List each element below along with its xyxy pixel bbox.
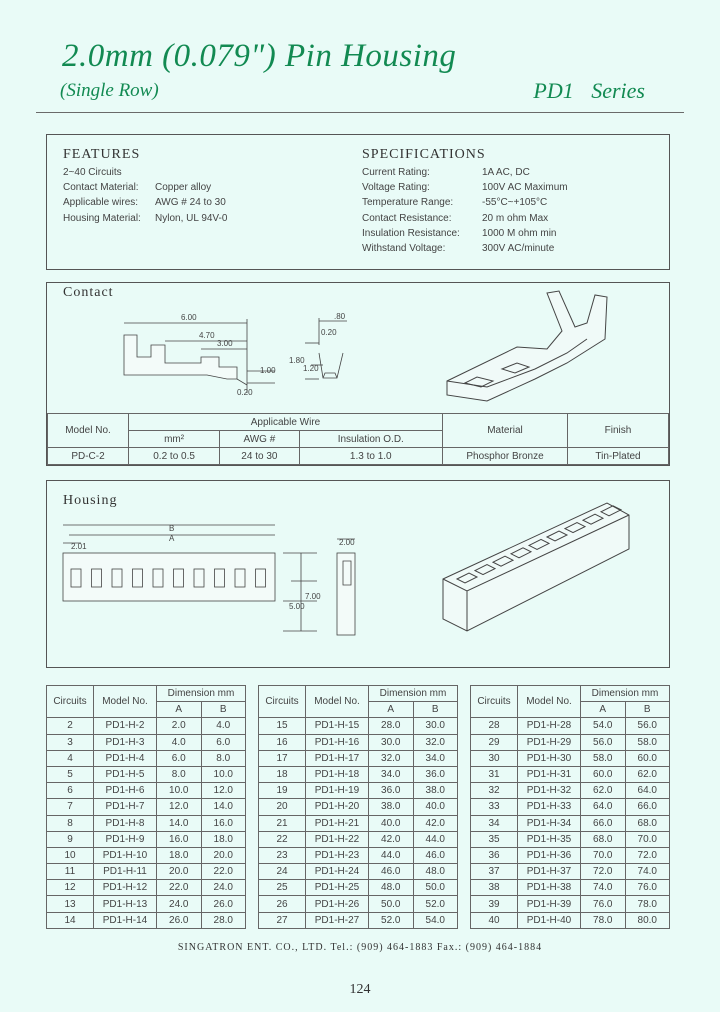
cell-circuits: 13 [47, 896, 94, 912]
cell-circuits: 28 [471, 718, 518, 734]
cell-a: 54.0 [581, 718, 626, 734]
table-row [47, 912, 246, 928]
cell-b: 36.0 [413, 766, 458, 782]
cell-b: 14.0 [201, 799, 246, 815]
col-circuits: Circuits [47, 686, 94, 718]
cell-model: PD1-H-12 [94, 880, 157, 896]
cell-b: 62.0 [625, 766, 670, 782]
col-circuits: Circuits [471, 686, 518, 718]
page-subtitle: (Single Row) [60, 80, 159, 101]
cell-model: PD-C-2 [48, 448, 129, 465]
dim-1-00: 1.00 [260, 366, 276, 375]
table-row [259, 783, 458, 799]
cell-b: 80.0 [625, 912, 670, 928]
cell-circuits: 21 [259, 815, 306, 831]
cell-a: 70.0 [581, 847, 626, 863]
features-section [63, 147, 333, 226]
cell-circuits: 4 [47, 750, 94, 766]
housing-front-view [63, 525, 317, 631]
dim-0-20: 0.20 [237, 388, 253, 397]
housing-panel [46, 480, 670, 668]
cell-a: 72.0 [581, 864, 626, 880]
item-key: Current Rating: [362, 167, 430, 178]
contact-spec-table [47, 413, 669, 465]
col-applicable-wire: Applicable Wire [129, 414, 443, 431]
col-b: B [625, 702, 670, 718]
cell-a: 6.0 [157, 750, 202, 766]
item-key: Contact Resistance: [362, 212, 452, 224]
item-key: Temperature Range: [362, 197, 454, 209]
cell-b: 12.0 [201, 783, 246, 799]
cell-circuits: 32 [471, 783, 518, 799]
contact-panel [46, 282, 670, 466]
cell-b: 50.0 [413, 880, 458, 896]
cell-circuits: 15 [259, 718, 306, 734]
cell-model: PD1-H-24 [306, 864, 369, 880]
table-row [471, 750, 670, 766]
cell-a: 46.0 [369, 864, 414, 880]
table-row [259, 880, 458, 896]
item-key: 2~40 Circuits [63, 167, 122, 178]
table-row [47, 847, 246, 863]
cell-a: 76.0 [581, 896, 626, 912]
cell-model: PD1-H-33 [518, 799, 581, 815]
cell-b: 44.0 [413, 831, 458, 847]
table-row [259, 896, 458, 912]
table-row [259, 750, 458, 766]
page-title: 2.0mm (0.079") Pin Housing [62, 38, 457, 74]
cell-b: 24.0 [201, 880, 246, 896]
series-label: PD1 Series [533, 78, 645, 103]
cell-model: PD1-H-15 [306, 718, 369, 734]
list-item [362, 226, 662, 241]
cell-model: PD1-H-21 [306, 815, 369, 831]
table-row [259, 815, 458, 831]
cell-model: PD1-H-14 [94, 912, 157, 928]
table-row [259, 734, 458, 750]
col-a: A [581, 702, 626, 718]
cell-b: 78.0 [625, 896, 670, 912]
table-row [259, 831, 458, 847]
table-row [471, 815, 670, 831]
page-number: 124 [349, 982, 371, 997]
dim-2-00: 2.00 [339, 538, 355, 547]
table-row [471, 718, 670, 734]
cell-b: 68.0 [625, 815, 670, 831]
cell-model: PD1-H-9 [94, 831, 157, 847]
dim-5-00: 5.00 [289, 602, 305, 611]
cell-a: 58.0 [581, 750, 626, 766]
cell-a: 12.0 [157, 799, 202, 815]
col-b: B [201, 702, 246, 718]
cell-a: 52.0 [369, 912, 414, 928]
table-row [47, 718, 246, 734]
cell-model: PD1-H-10 [94, 847, 157, 863]
list-item [362, 195, 662, 210]
features-list [63, 165, 333, 226]
table-row [259, 766, 458, 782]
cell-a: 30.0 [369, 734, 414, 750]
table-row [471, 880, 670, 896]
cell-model: PD1-H-29 [518, 734, 581, 750]
cell-model: PD1-H-6 [94, 783, 157, 799]
cell-a: 68.0 [581, 831, 626, 847]
cell-b: 70.0 [625, 831, 670, 847]
item-key: Contact Material: [63, 182, 139, 194]
col-model-no: Model No. [94, 686, 157, 718]
cell-b: 42.0 [413, 815, 458, 831]
list-item [362, 241, 662, 256]
cell-insulation: 1.3 to 1.0 [299, 448, 442, 465]
item-value: Nylon, UL 94V-0 [155, 212, 228, 224]
cell-b: 48.0 [413, 864, 458, 880]
cell-b: 32.0 [413, 734, 458, 750]
table-row [47, 799, 246, 815]
cell-circuits: 9 [47, 831, 94, 847]
cell-b: 54.0 [413, 912, 458, 928]
cell-circuits: 36 [471, 847, 518, 863]
col-dimension: Dimension mm [157, 686, 246, 702]
table-row [471, 831, 670, 847]
dim-2-01: 2.01 [71, 542, 87, 551]
list-item [362, 165, 662, 180]
cell-circuits: 31 [471, 766, 518, 782]
dim-b: B [169, 524, 175, 533]
dimension-table-2 [258, 685, 458, 929]
cell-model: PD1-H-39 [518, 896, 581, 912]
col-dimension: Dimension mm [369, 686, 458, 702]
features-specs-panel [46, 134, 670, 270]
cell-a: 48.0 [369, 880, 414, 896]
cell-model: PD1-H-30 [518, 750, 581, 766]
dim-0-80: .80 [334, 312, 346, 321]
item-value: -55°C~+105°C [482, 197, 548, 209]
cell-b: 52.0 [413, 896, 458, 912]
cell-circuits: 3 [47, 734, 94, 750]
cell-model: PD1-H-2 [94, 718, 157, 734]
cell-model: PD1-H-32 [518, 783, 581, 799]
housing-heading: Housing [63, 493, 118, 508]
cell-a: 50.0 [369, 896, 414, 912]
cell-circuits: 24 [259, 864, 306, 880]
col-model-no: Model No. [518, 686, 581, 718]
cell-b: 56.0 [625, 718, 670, 734]
cell-finish: Tin-Plated [568, 448, 669, 465]
specifications-section [362, 147, 662, 256]
cell-model: PD1-H-16 [306, 734, 369, 750]
cell-a: 20.0 [157, 864, 202, 880]
dimension-table-3 [470, 685, 670, 929]
cell-b: 60.0 [625, 750, 670, 766]
col-model-no: Model No. [48, 414, 129, 448]
dimension-table-1 [46, 685, 246, 929]
cell-a: 8.0 [157, 766, 202, 782]
cell-a: 36.0 [369, 783, 414, 799]
cell-model: PD1-H-22 [306, 831, 369, 847]
features-heading: FEATURES [63, 147, 141, 162]
contact-drawing [47, 283, 669, 413]
table-row [471, 864, 670, 880]
table-row [259, 718, 458, 734]
cell-circuits: 14 [47, 912, 94, 928]
cell-model: PD1-H-28 [518, 718, 581, 734]
cell-b: 28.0 [201, 912, 246, 928]
table-row [47, 783, 246, 799]
cell-b: 40.0 [413, 799, 458, 815]
dim-4-70: 4.70 [199, 331, 215, 340]
dim-3-00: 3.00 [217, 339, 233, 348]
table-row [471, 734, 670, 750]
cell-model: PD1-H-20 [306, 799, 369, 815]
cell-a: 24.0 [157, 896, 202, 912]
specifications-list [362, 165, 662, 256]
list-item [63, 180, 333, 195]
cell-a: 78.0 [581, 912, 626, 928]
cell-b: 6.0 [201, 734, 246, 750]
list-item [362, 180, 662, 195]
specifications-heading: SPECIFICATIONS [362, 147, 486, 162]
cell-a: 18.0 [157, 847, 202, 863]
cell-b: 58.0 [625, 734, 670, 750]
cell-model: PD1-H-31 [518, 766, 581, 782]
cell-model: PD1-H-40 [518, 912, 581, 928]
cell-a: 64.0 [581, 799, 626, 815]
table-row [471, 912, 670, 928]
table-row [47, 896, 246, 912]
cell-model: PD1-H-19 [306, 783, 369, 799]
cell-model: PD1-H-34 [518, 815, 581, 831]
cell-model: PD1-H-17 [306, 750, 369, 766]
cell-a: 60.0 [581, 766, 626, 782]
cell-circuits: 8 [47, 815, 94, 831]
cell-model: PD1-H-35 [518, 831, 581, 847]
cell-b: 22.0 [201, 864, 246, 880]
cell-b: 4.0 [201, 718, 246, 734]
cell-circuits: 11 [47, 864, 94, 880]
cell-material: Phosphor Bronze [443, 448, 568, 465]
cell-model: PD1-H-13 [94, 896, 157, 912]
table-row [471, 783, 670, 799]
cell-a: 44.0 [369, 847, 414, 863]
company-footer: SINGATRON ENT. CO., LTD. Tel.: (909) 464-1883 Fax.: (909) 464-1884 [177, 942, 543, 953]
housing-3d-view [443, 503, 629, 631]
cell-circuits: 26 [259, 896, 306, 912]
table-row [471, 896, 670, 912]
dim-6-00: 6.00 [181, 313, 197, 322]
item-value: 20 m ohm Max [482, 212, 549, 224]
table-row [47, 766, 246, 782]
cell-circuits: 10 [47, 847, 94, 863]
table-row [471, 847, 670, 863]
table-row [47, 831, 246, 847]
cell-model: PD1-H-5 [94, 766, 157, 782]
cell-b: 26.0 [201, 896, 246, 912]
cell-a: 22.0 [157, 880, 202, 896]
cell-a: 10.0 [157, 783, 202, 799]
col-a: A [157, 702, 202, 718]
cell-b: 72.0 [625, 847, 670, 863]
table-row [47, 880, 246, 896]
cell-model: PD1-H-36 [518, 847, 581, 863]
cell-circuits: 16 [259, 734, 306, 750]
cell-circuits: 2 [47, 718, 94, 734]
cell-a: 26.0 [157, 912, 202, 928]
cell-b: 18.0 [201, 831, 246, 847]
cell-model: PD1-H-3 [94, 734, 157, 750]
dim-a: A [169, 534, 175, 543]
item-key: Applicable wires: [63, 197, 139, 209]
item-key: Withstand Voltage: [362, 243, 446, 255]
col-model-no: Model No. [306, 686, 369, 718]
cell-a: 32.0 [369, 750, 414, 766]
cell-model: PD1-H-37 [518, 864, 581, 880]
cell-circuits: 23 [259, 847, 306, 863]
cell-circuits: 34 [471, 815, 518, 831]
cell-b: 30.0 [413, 718, 458, 734]
list-item [63, 165, 333, 180]
list-item [63, 211, 333, 226]
table-row [471, 799, 670, 815]
cell-a: 14.0 [157, 815, 202, 831]
item-value: Copper alloy [155, 182, 212, 194]
item-value: 1A AC, DC [482, 167, 530, 178]
item-key: Insulation Resistance: [362, 227, 460, 239]
cell-circuits: 29 [471, 734, 518, 750]
cell-a: 56.0 [581, 734, 626, 750]
cell-a: 74.0 [581, 880, 626, 896]
cell-model: PD1-H-4 [94, 750, 157, 766]
cell-model: PD1-H-23 [306, 847, 369, 863]
cell-circuits: 40 [471, 912, 518, 928]
cell-model: PD1-H-8 [94, 815, 157, 831]
cell-circuits: 5 [47, 766, 94, 782]
cell-circuits: 27 [259, 912, 306, 928]
list-item [362, 211, 662, 226]
table-row [47, 734, 246, 750]
cell-model: PD1-H-7 [94, 799, 157, 815]
item-value: AWG # 24 to 30 [155, 197, 226, 209]
table-row [47, 750, 246, 766]
cell-b: 38.0 [413, 783, 458, 799]
cell-circuits: 35 [471, 831, 518, 847]
cell-model: PD1-H-25 [306, 880, 369, 896]
col-circuits: Circuits [259, 686, 306, 718]
cell-b: 64.0 [625, 783, 670, 799]
cell-a: 38.0 [369, 799, 414, 815]
cell-circuits: 30 [471, 750, 518, 766]
table-row [48, 448, 669, 465]
cell-a: 42.0 [369, 831, 414, 847]
cell-b: 66.0 [625, 799, 670, 815]
cell-circuits: 20 [259, 799, 306, 815]
housing-drawing [47, 481, 669, 667]
table-row [471, 766, 670, 782]
cell-circuits: 37 [471, 864, 518, 880]
cell-circuits: 18 [259, 766, 306, 782]
cell-a: 4.0 [157, 734, 202, 750]
col-dimension: Dimension mm [581, 686, 670, 702]
cell-b: 10.0 [201, 766, 246, 782]
cell-a: 62.0 [581, 783, 626, 799]
table-row [259, 864, 458, 880]
cell-a: 40.0 [369, 815, 414, 831]
item-key: Housing Material: [63, 212, 141, 224]
table-row [259, 799, 458, 815]
header-divider [36, 112, 684, 113]
cell-circuits: 38 [471, 880, 518, 896]
dim-1-80: 1.80 [289, 356, 305, 365]
col-b: B [413, 702, 458, 718]
cell-a: 34.0 [369, 766, 414, 782]
cell-a: 28.0 [369, 718, 414, 734]
cell-b: 46.0 [413, 847, 458, 863]
cell-model: PD1-H-18 [306, 766, 369, 782]
cell-circuits: 33 [471, 799, 518, 815]
cell-b: 8.0 [201, 750, 246, 766]
list-item [63, 195, 333, 210]
dim-1-20: 1.20 [303, 364, 319, 373]
item-value: 1000 M ohm min [482, 227, 557, 239]
cell-circuits: 17 [259, 750, 306, 766]
dim-0-20-end: 0.20 [321, 328, 337, 337]
table-row [47, 815, 246, 831]
cell-b: 76.0 [625, 880, 670, 896]
cell-model: PD1-H-11 [94, 864, 157, 880]
housing-side-view [337, 539, 355, 635]
cell-b: 34.0 [413, 750, 458, 766]
cell-awg: 24 to 30 [220, 448, 299, 465]
cell-b: 20.0 [201, 847, 246, 863]
cell-circuits: 25 [259, 880, 306, 896]
item-value: 300V AC/minute [482, 243, 555, 255]
cell-b: 16.0 [201, 815, 246, 831]
cell-b: 74.0 [625, 864, 670, 880]
cell-model: PD1-H-38 [518, 880, 581, 896]
cell-a: 16.0 [157, 831, 202, 847]
item-key: Voltage Rating: [362, 182, 430, 194]
cell-circuits: 22 [259, 831, 306, 847]
dim-7-00: 7.00 [305, 592, 321, 601]
cell-circuits: 6 [47, 783, 94, 799]
cell-a: 66.0 [581, 815, 626, 831]
col-a: A [369, 702, 414, 718]
cell-circuits: 39 [471, 896, 518, 912]
cell-circuits: 12 [47, 880, 94, 896]
cell-model: PD1-H-26 [306, 896, 369, 912]
col-finish: Finish [568, 414, 669, 448]
cell-circuits: 7 [47, 799, 94, 815]
cell-model: PD1-H-27 [306, 912, 369, 928]
contact-3d-view [447, 291, 607, 401]
contact-heading: Contact [63, 285, 114, 300]
item-value: 100V AC Maximum [482, 182, 568, 194]
cell-a: 2.0 [157, 718, 202, 734]
cell-circuits: 19 [259, 783, 306, 799]
col-awg: AWG # [220, 431, 299, 448]
table-row [47, 864, 246, 880]
col-mm2: mm² [129, 431, 220, 448]
cell-mm2: 0.2 to 0.5 [129, 448, 220, 465]
table-row [259, 912, 458, 928]
table-row [259, 847, 458, 863]
col-insulation: Insulation O.D. [299, 431, 442, 448]
col-material: Material [443, 414, 568, 448]
